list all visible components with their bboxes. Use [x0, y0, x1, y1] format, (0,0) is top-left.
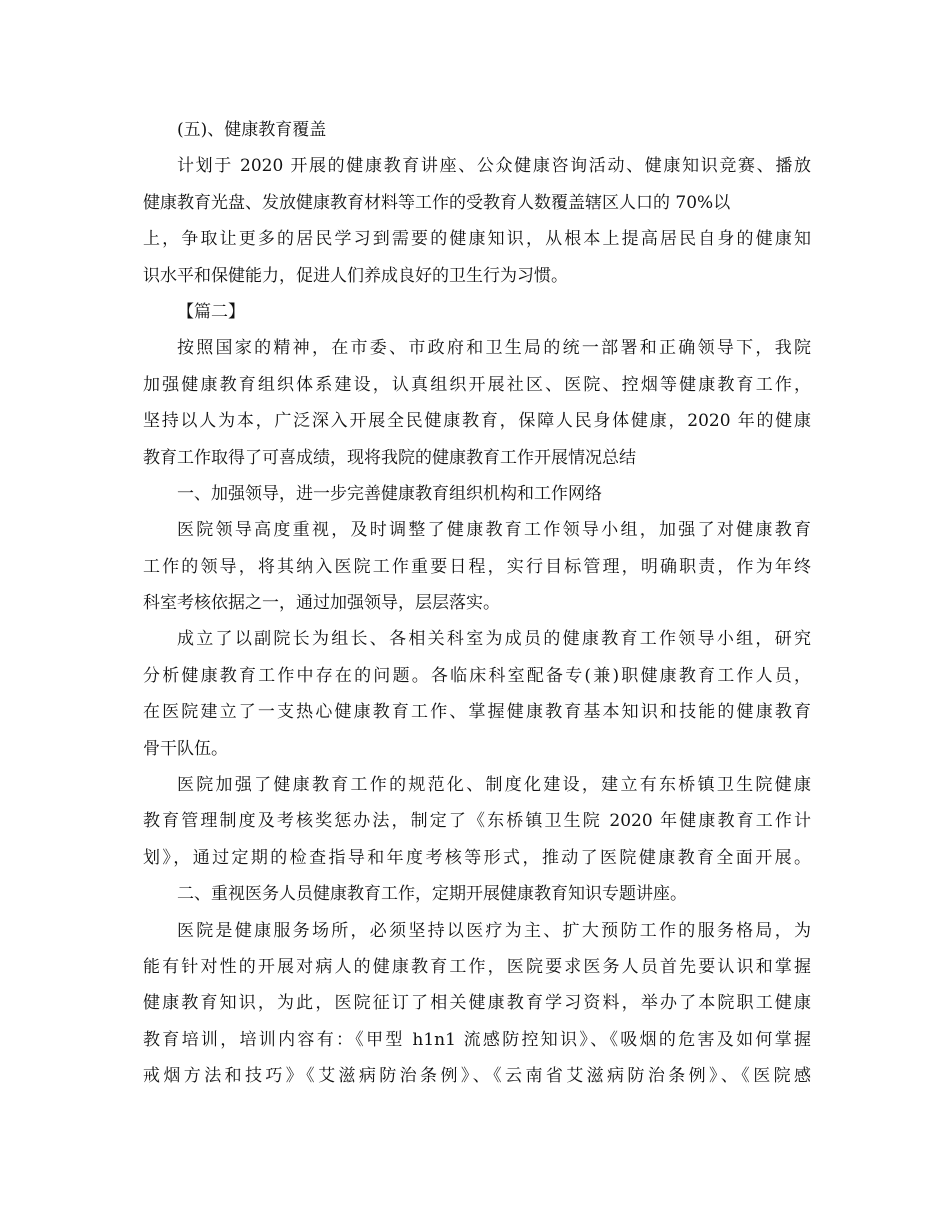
- text-line: 二、重视医务人员健康教育工作，定期开展健康教育知识专题讲座。: [177, 884, 687, 905]
- text-line: 成立了以副院长为组长、各相关科室为成员的健康教育工作领导小组，研究: [177, 629, 811, 650]
- text-line: 一、加强领导，进一步完善健康教育组织机构和工作网络: [177, 483, 602, 504]
- document-body: [143, 112, 811, 1095]
- text-line: 在医院建立了一支热心健康教育工作、掌握健康教育基本知识和技能的健康教育: [143, 702, 811, 723]
- text-line: 科室考核依据之一，通过加强领导，层层落实。: [143, 593, 500, 614]
- text-line: 加强健康教育组织体系建设，认真组织开展社区、医院、控烟等健康教育工作，: [143, 374, 811, 395]
- text-line: 分析健康教育工作中存在的问题。各临床科室配备专(兼)职健康教育工作人员，: [143, 665, 811, 686]
- text-line: 教育管理制度及考核奖惩办法，制定了《东桥镇卫生院 2020 年健康教育工作计: [143, 811, 811, 832]
- text-line: 医院领导高度重视，及时调整了健康教育工作领导小组，加强了对健康教育: [177, 520, 811, 541]
- text-line: 上，争取让更多的居民学习到需要的健康知识，从根本上提高居民自身的健康知: [143, 229, 811, 250]
- text-line: 教育工作取得了可喜成绩，现将我院的健康教育工作开展情况总结: [143, 447, 636, 468]
- text-line: 计划于 2020 开展的健康教育讲座、公众健康咨询活动、健康知识竞赛、播放: [177, 156, 811, 177]
- text-line: 划》，通过定期的检查指导和年度考核等形式，推动了医院健康教育全面开展。: [143, 847, 811, 868]
- text-line: 能有针对性的开展对病人的健康教育工作，医院要求医务人员首先要认识和掌握: [143, 956, 811, 977]
- text-line: (五)、健康教育覆盖: [177, 120, 327, 140]
- text-line: 健康教育知识，为此，医院征订了相关健康教育学习资料，举办了本院职工健康: [143, 993, 811, 1014]
- text-line: 医院加强了健康教育工作的规范化、制度化建设，建立有东桥镇卫生院健康: [177, 775, 811, 796]
- text-line: 【篇二】: [177, 301, 245, 322]
- text-line: 工作的领导，将其纳入医院工作重要日程，实行目标管理，明确职责，作为年终: [143, 556, 811, 577]
- text-line: 健康教育光盘、发放健康教育材料等工作的受教育人数覆盖辖区人口的 70%以: [143, 192, 731, 213]
- text-line: 戒烟方法和技巧》《艾滋病防治条例》、《云南省艾滋病防治条例》、《医院感: [143, 1066, 811, 1087]
- text-line: 识水平和保健能力，促进人们养成良好的卫生行为习惯。: [143, 265, 568, 286]
- text-line: 骨干队伍。: [143, 738, 228, 759]
- text-line: 教育培训，培训内容有：《甲型 h1n1 流感防控知识》、《吸烟的危害及如何掌握: [143, 1029, 811, 1050]
- text-line: 医院是健康服务场所，必须坚持以医疗为主、扩大预防工作的服务格局，为: [177, 920, 811, 941]
- text-line: 坚持以人为本，广泛深入开展全民健康教育，保障人民身体健康，2020 年的健康: [143, 411, 811, 432]
- text-line: 按照国家的精神，在市委、市政府和卫生局的统一部署和正确领导下，我院: [177, 338, 811, 359]
